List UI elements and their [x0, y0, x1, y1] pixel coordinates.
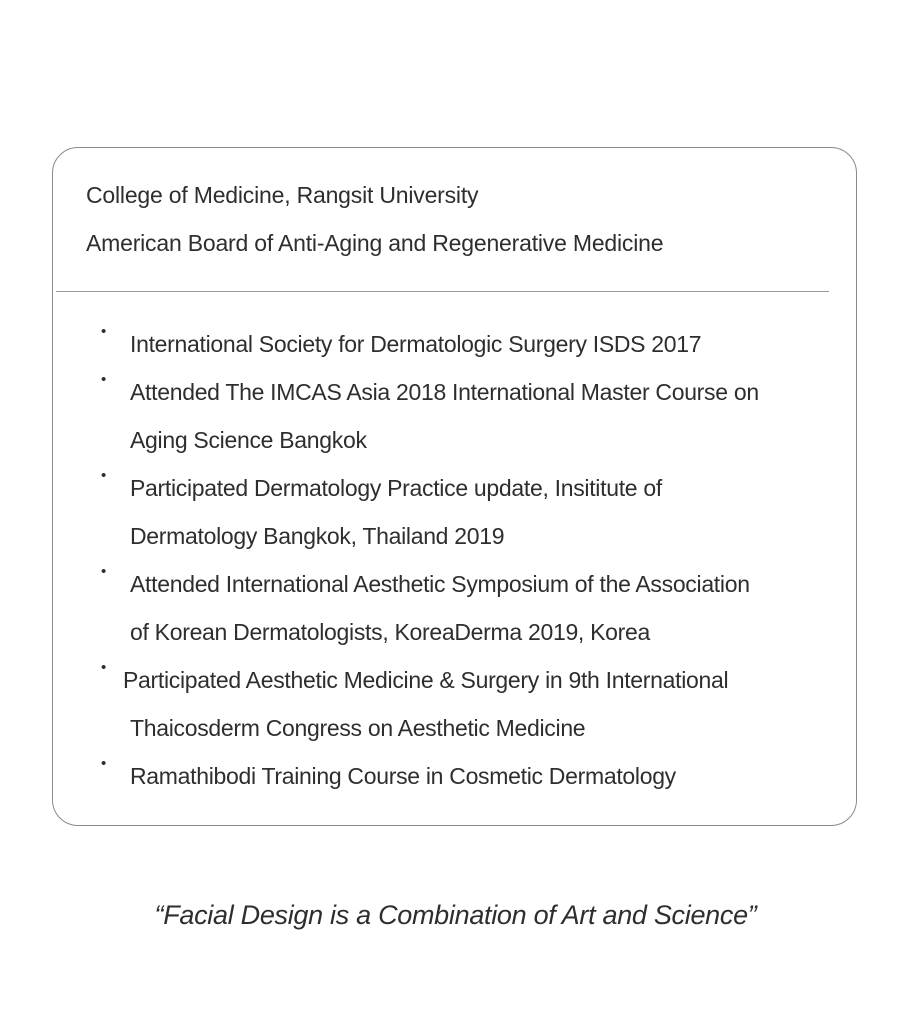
list-item-text: Participated Dermatology Practice update, Insititute of [130, 475, 662, 501]
credential-board: American Board of Anti-Aging and Regenerative Medicine [86, 230, 664, 256]
list-item [101, 656, 759, 752]
bullet-icon: • [101, 323, 107, 340]
list-item [101, 464, 759, 560]
list-item-text-continued: Thaicosderm Congress on Aesthetic Medicine [130, 715, 586, 741]
list-item-text-continued: Aging Science Bangkok [130, 427, 367, 453]
bullet-icon: • [101, 659, 107, 676]
bullet-icon: • [101, 467, 107, 484]
bullet-icon: • [101, 563, 107, 580]
list-item-text: Attended International Aesthetic Symposium of the Association [130, 571, 750, 597]
list-item-text-continued: of Korean Dermatologists, KoreaDerma 2019, Korea [130, 619, 650, 645]
credentials-card [52, 147, 857, 826]
list-item-text: Participated Aesthetic Medicine & Surgery in 9th International [123, 667, 729, 693]
bullet-icon: • [101, 371, 107, 388]
training-list [101, 320, 759, 800]
list-item [101, 560, 759, 656]
list-item [101, 368, 759, 464]
credential-college: College of Medicine, Rangsit University [86, 182, 479, 208]
list-item [101, 320, 759, 368]
list-item-text: Ramathibodi Training Course in Cosmetic Dermatology [130, 763, 676, 789]
list-item-text: Attended The IMCAS Asia 2018 International Master Course on [130, 379, 759, 405]
tagline-quote: “Facial Design is a Combination of Art and Science” [154, 900, 757, 930]
bullet-icon: • [101, 755, 107, 772]
list-item-text-continued: Dermatology Bangkok, Thailand 2019 [130, 523, 505, 549]
divider [56, 291, 829, 292]
list-item-text: International Society for Dermatologic Surgery ISDS 2017 [130, 331, 702, 357]
list-item [101, 752, 759, 800]
